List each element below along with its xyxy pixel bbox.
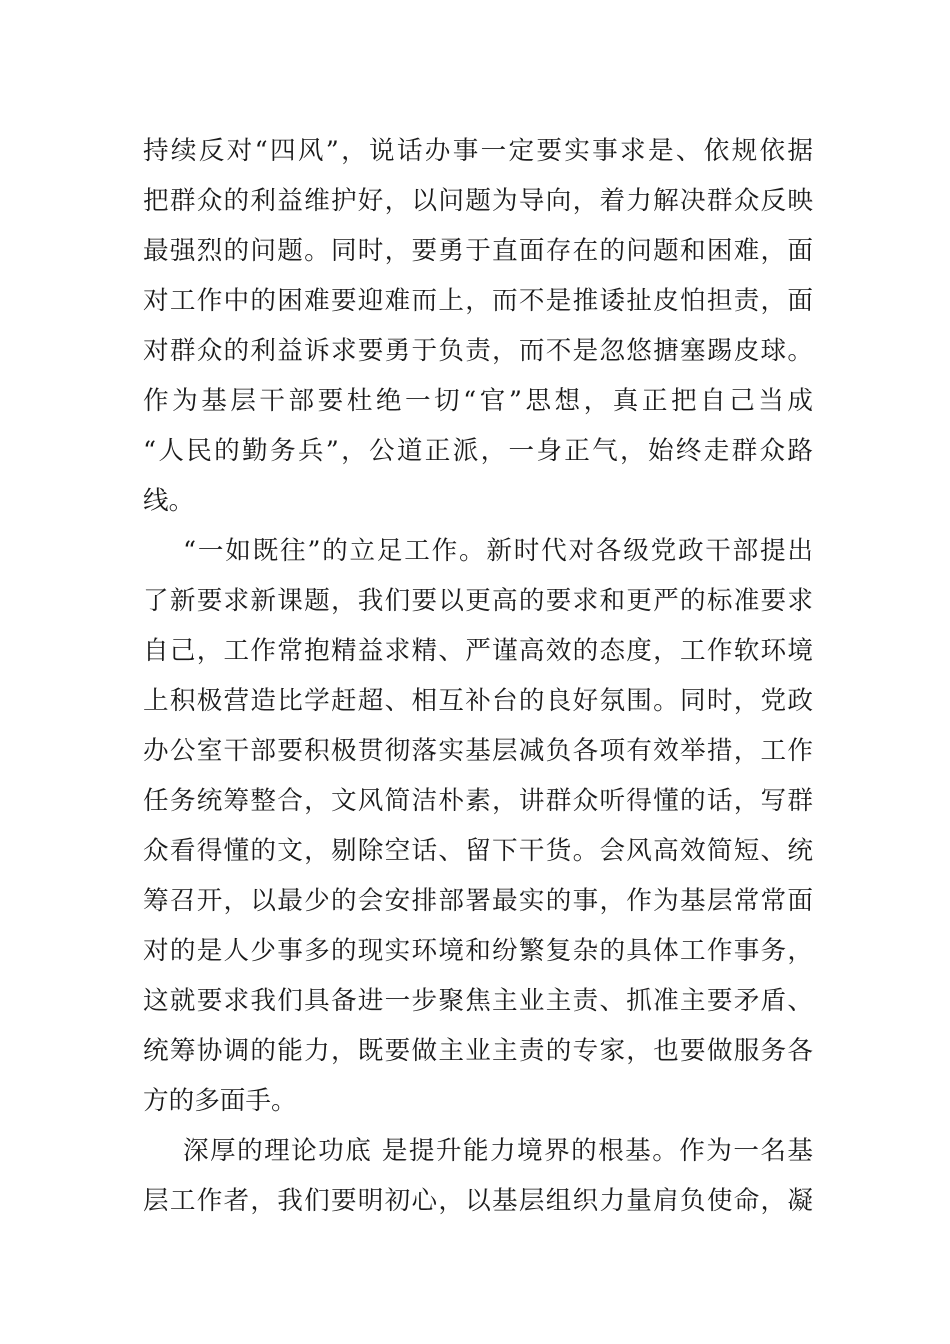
text-line: 了新要求新课题，我们要以更高的要求和更严的标准要求	[143, 586, 813, 616]
text-line: 办公室干部要积极贯彻落实基层减负各项有效举措，工作	[143, 736, 813, 766]
text-line: 持续反对“四风”，说话办事一定要实事求是、依规依据	[143, 136, 813, 166]
text-line: 自己，工作常抱精益求精、严谨高效的态度，工作软环境	[143, 636, 813, 666]
text-line: 对工作中的困难要迎难而上，而不是推诿扯皮怕担责，面	[143, 286, 813, 316]
text-line: 把群众的利益维护好，以问题为导向，着力解决群众反映	[143, 186, 813, 216]
text-line: 上积极营造比学赶超、相互补台的良好氛围。同时，党政	[143, 686, 813, 716]
text-line: 众看得懂的文，剔除空话、留下干货。会风高效简短、统	[143, 836, 813, 866]
text-line: 作为基层干部要杜绝一切“官”思想，真正把自己当成	[143, 386, 813, 416]
text-line: 层工作者，我们要明初心，以基层组织力量肩负使命，凝	[143, 1186, 813, 1216]
text-line: “一如既往”的立足工作。新时代对各级党政干部提出	[183, 536, 813, 566]
text-line: 方的多面手。	[143, 1086, 297, 1116]
text-line: 任务统筹整合，文风简洁朴素，讲群众听得懂的话，写群	[143, 786, 813, 816]
text-line: 线。	[143, 486, 195, 516]
text-line: 对群众的利益诉求要勇于负责，而不是忽悠搪塞踢皮球。	[143, 336, 813, 366]
text-line: 对的是人少事多的现实环境和纷繁复杂的具体工作事务，	[143, 936, 813, 966]
text-line: 统筹协调的能力，既要做主业主责的专家，也要做服务各	[143, 1036, 813, 1066]
text-line: 深厚的理论功底 是提升能力境界的根基。作为一名基	[183, 1136, 813, 1166]
text-line: 筹召开，以最少的会安排部署最实的事，作为基层常常面	[143, 886, 813, 916]
text-line: 最强烈的问题。同时，要勇于直面存在的问题和困难，面	[143, 236, 813, 266]
text-line: 这就要求我们具备进一步聚焦主业主责、抓准主要矛盾、	[143, 986, 813, 1016]
text-line: “人民的勤务兵”，公道正派，一身正气，始终走群众路	[143, 436, 813, 466]
